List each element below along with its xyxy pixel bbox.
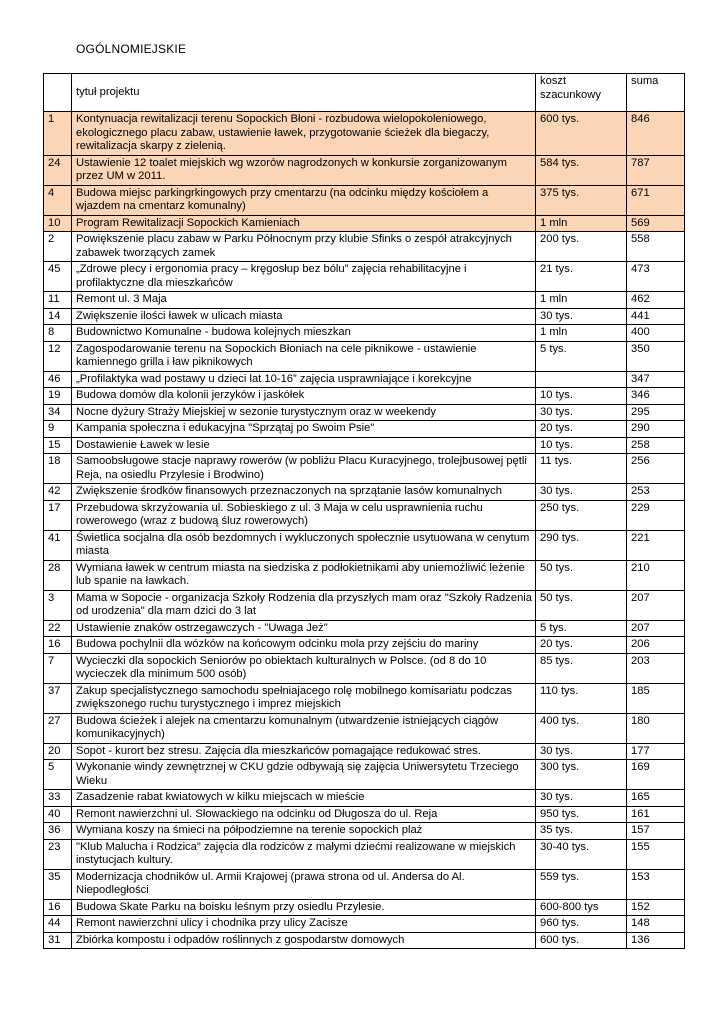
- table-row: [44, 437, 685, 454]
- cell-cost: 200 tys.: [536, 232, 627, 262]
- cell-cost: 5 tys.: [536, 341, 627, 371]
- cell-sum: 210: [627, 560, 685, 590]
- table-row: [44, 713, 685, 743]
- cell-title: Budowa domów dla kolonii jerzyków i jaskółek: [72, 388, 536, 405]
- cell-sum: 165: [627, 790, 685, 807]
- cell-title: Remont nawierzchni ulicy i chodnika przy ulicy Zacisze: [72, 916, 536, 933]
- cell-cost: 50 tys.: [536, 590, 627, 620]
- cell-id: 15: [44, 437, 72, 454]
- cell-cost: 290 tys.: [536, 530, 627, 560]
- cell-id: 19: [44, 388, 72, 405]
- table-row: [44, 500, 685, 530]
- cell-id: 27: [44, 713, 72, 743]
- cell-title: Zwiększenie środków finansowych przeznaczonych na sprzątanie lasów komunalnych: [72, 484, 536, 501]
- cell-cost: 35 tys.: [536, 823, 627, 840]
- cell-cost: 600-800 tys: [536, 899, 627, 916]
- table-row: [44, 155, 685, 185]
- cell-cost: 30 tys.: [536, 790, 627, 807]
- table-row: [44, 743, 685, 760]
- table-row: [44, 308, 685, 325]
- cell-sum: 558: [627, 232, 685, 262]
- cell-title: Kontynuacja rewitalizacji terenu Sopockich Błoni - rozbudowa wielopokoleniowego, ekologicznego placu zabaw, ustawienie ławek, przygotowanie ścieżek dla biegaczy, rewitalizacja skarpy z zielenią.: [72, 112, 536, 156]
- table-row: [44, 869, 685, 899]
- cell-cost: 50 tys.: [536, 560, 627, 590]
- cell-sum: 258: [627, 437, 685, 454]
- cell-cost: 30 tys.: [536, 743, 627, 760]
- cell-cost: 960 tys.: [536, 916, 627, 933]
- cell-title: Budowa miejsc parkingrkingowych przy cmentarzu (na odcinku między kościołem a wjazdem na cmentarz komunalny): [72, 185, 536, 215]
- header-id: [44, 74, 72, 112]
- table-row: [44, 790, 685, 807]
- projects-table: [43, 73, 685, 949]
- cell-id: 44: [44, 916, 72, 933]
- table-row: [44, 325, 685, 342]
- cell-title: Zakup specjalistycznego samochodu spełniajacego rolę mobilnego komisariatu podczas zwiększonego ruchu turystycznego i imprez miejskich: [72, 683, 536, 713]
- table-row: [44, 404, 685, 421]
- cell-title: Zasadzenie rabat kwiatowych w kilku miejscach w mieście: [72, 790, 536, 807]
- cell-id: 8: [44, 325, 72, 342]
- table-row: [44, 683, 685, 713]
- cell-sum: 148: [627, 916, 685, 933]
- cell-id: 7: [44, 653, 72, 683]
- table-row: [44, 823, 685, 840]
- cell-id: 31: [44, 932, 72, 949]
- cell-cost: 5 tys.: [536, 620, 627, 637]
- cell-sum: 346: [627, 388, 685, 405]
- cell-cost: 400 tys.: [536, 713, 627, 743]
- cell-title: Program Rewitalizacji Sopockich Kamieniach: [72, 215, 536, 232]
- cell-cost: 250 tys.: [536, 500, 627, 530]
- cell-sum: 177: [627, 743, 685, 760]
- cell-sum: 207: [627, 620, 685, 637]
- cell-cost: 85 tys.: [536, 653, 627, 683]
- cell-id: 20: [44, 743, 72, 760]
- cell-id: 40: [44, 806, 72, 823]
- cell-id: 1: [44, 112, 72, 156]
- cell-cost: 1 mln: [536, 215, 627, 232]
- cell-title: Modernizacja chodników ul. Armii Krajowej (prawa strona od ul. Andersa do Al. Niepodległości: [72, 869, 536, 899]
- cell-cost: 21 tys.: [536, 262, 627, 292]
- cell-cost: 11 tys.: [536, 454, 627, 484]
- cell-title: Ustawienie 12 toalet miejskich wg wzorów nagrodzonych w konkursie zorganizowanym przez UM w 2011.: [72, 155, 536, 185]
- cell-id: 17: [44, 500, 72, 530]
- cell-title: Zwiększenie ilości ławek w ulicach miasta: [72, 308, 536, 325]
- cell-cost: 30 tys.: [536, 404, 627, 421]
- table-row: [44, 232, 685, 262]
- cell-title: Ustawienie znaków ostrzegawczych - "Uwaga Jeż": [72, 620, 536, 637]
- cell-cost: 20 tys.: [536, 421, 627, 438]
- cell-id: 5: [44, 760, 72, 790]
- table-row: [44, 620, 685, 637]
- cell-title: Mama w Sopocie - organizacja Szkoły Rodzenia dla przyszłych mam oraz "Szkoły Radzenia od urodzenia" dla mam dzici do 3 lat: [72, 590, 536, 620]
- cell-title: Wykonanie windy zewnętrznej w CKU gdzie odbywają się zajęcia Uniwersytetu Trzeciego Wieku: [72, 760, 536, 790]
- cell-cost: 584 tys.: [536, 155, 627, 185]
- cell-title: Wymiana koszy na śmieci na półpodziemne na terenie sopockich plaż: [72, 823, 536, 840]
- cell-sum: 473: [627, 262, 685, 292]
- table-row: [44, 916, 685, 933]
- cell-sum: 229: [627, 500, 685, 530]
- cell-sum: 569: [627, 215, 685, 232]
- cell-id: 45: [44, 262, 72, 292]
- cell-id: 14: [44, 308, 72, 325]
- cell-title: Zagospodarowanie terenu na Sopockich Błoniach na cele piknikowe - ustawienie kamiennego grilla i ław piknikowych: [72, 341, 536, 371]
- cell-title: "Klub Malucha i Rodzica" zajęcia dla rodziców z małymi dziećmi realizowane w miejskich instytucjach kultury.: [72, 839, 536, 869]
- cell-cost: [536, 371, 627, 388]
- cell-title: Przebudowa skrzyżowania ul. Sobieskiego z ul. 3 Maja w celu usprawnienia ruchu rowerowego (wraz z budową śluz rowerowych): [72, 500, 536, 530]
- cell-sum: 136: [627, 932, 685, 949]
- cell-id: 16: [44, 899, 72, 916]
- cell-sum: 157: [627, 823, 685, 840]
- cell-id: 34: [44, 404, 72, 421]
- table-row: [44, 932, 685, 949]
- table-header-row: [44, 74, 685, 112]
- cell-cost: 600 tys.: [536, 932, 627, 949]
- cell-title: Powiększenie placu zabaw w Parku Północnym przy klubie Sfinks o zespół atrakcyjnych zabawek tworzących zamek: [72, 232, 536, 262]
- table-row: [44, 371, 685, 388]
- table-row: [44, 421, 685, 438]
- cell-id: 33: [44, 790, 72, 807]
- table-row: [44, 839, 685, 869]
- cell-id: 36: [44, 823, 72, 840]
- header-cost: [536, 74, 627, 112]
- cell-sum: 185: [627, 683, 685, 713]
- cell-sum: 400: [627, 325, 685, 342]
- cell-sum: 180: [627, 713, 685, 743]
- cell-title: Wymiana ławek w centrum miasta na siedziska z podłokietnikami aby uniemożliwić leżenie lub spanie na ławkach.: [72, 560, 536, 590]
- header-cost-line1: koszt: [540, 75, 567, 87]
- cell-cost: 10 tys.: [536, 437, 627, 454]
- header-sum: suma: [627, 74, 685, 112]
- cell-sum: 347: [627, 371, 685, 388]
- cell-id: 16: [44, 637, 72, 654]
- cell-cost: 110 tys.: [536, 683, 627, 713]
- cell-title: Kampania społeczna i edukacyjna "Sprzątaj po Swoim Psie": [72, 421, 536, 438]
- cell-title: Remont nawierzchni ul. Słowackiego na odcinku od Długosza do ul. Reja: [72, 806, 536, 823]
- cell-cost: 300 tys.: [536, 760, 627, 790]
- cell-sum: 350: [627, 341, 685, 371]
- cell-cost: 30 tys.: [536, 308, 627, 325]
- cell-title: Budownictwo Komunalne - budowa kolejnych mieszkan: [72, 325, 536, 342]
- table-row: [44, 484, 685, 501]
- cell-title: Dostawienie Ławek w lesie: [72, 437, 536, 454]
- cell-id: 18: [44, 454, 72, 484]
- cell-id: 2: [44, 232, 72, 262]
- cell-id: 22: [44, 620, 72, 637]
- cell-id: 12: [44, 341, 72, 371]
- cell-sum: 787: [627, 155, 685, 185]
- table-row: [44, 637, 685, 654]
- cell-id: 28: [44, 560, 72, 590]
- cell-id: 4: [44, 185, 72, 215]
- cell-sum: 161: [627, 806, 685, 823]
- cell-id: 35: [44, 869, 72, 899]
- cell-cost: 559 tys.: [536, 869, 627, 899]
- cell-cost: 10 tys.: [536, 388, 627, 405]
- cell-cost: 1 mln: [536, 292, 627, 309]
- table-row: [44, 530, 685, 560]
- cell-title: Budowa pochylnii dla wózków na końcowym odcinku mola przy zejściu do mariny: [72, 637, 536, 654]
- cell-id: 42: [44, 484, 72, 501]
- table-row: [44, 560, 685, 590]
- cell-cost: 950 tys.: [536, 806, 627, 823]
- cell-sum: 671: [627, 185, 685, 215]
- table-row: [44, 653, 685, 683]
- cell-id: 23: [44, 839, 72, 869]
- table-row: [44, 262, 685, 292]
- cell-cost: 30 tys.: [536, 484, 627, 501]
- cell-cost: 30-40 tys.: [536, 839, 627, 869]
- cell-sum: 462: [627, 292, 685, 309]
- table-row: [44, 215, 685, 232]
- cell-title: Samoobsługowe stacje naprawy rowerów (w pobliżu Placu Kuracyjnego, trolejbusowej pętli Reja, na osiedlu Przylesie i Brodwino): [72, 454, 536, 484]
- cell-id: 10: [44, 215, 72, 232]
- cell-sum: 290: [627, 421, 685, 438]
- cell-title: Nocne dyżury Straży Miejskiej w sezonie turystycznym oraz w weekendy: [72, 404, 536, 421]
- cell-sum: 256: [627, 454, 685, 484]
- table-row: [44, 341, 685, 371]
- table-row: [44, 185, 685, 215]
- cell-title: Zbiórka kompostu i odpadów roślinnych z gospodarstw domowych: [72, 932, 536, 949]
- cell-sum: 253: [627, 484, 685, 501]
- cell-title: Świetlica socjalna dla osób bezdomnych i wykluczonych społecznie usytuowana w cenytum miasta: [72, 530, 536, 560]
- cell-title: Remont ul. 3 Maja: [72, 292, 536, 309]
- page-heading: OGÓLNOMIEJSKIE: [76, 42, 187, 56]
- table-row: [44, 388, 685, 405]
- cell-sum: 169: [627, 760, 685, 790]
- cell-id: 37: [44, 683, 72, 713]
- cell-sum: 207: [627, 590, 685, 620]
- table-row: [44, 760, 685, 790]
- cell-sum: 155: [627, 839, 685, 869]
- cell-cost: 600 tys.: [536, 112, 627, 156]
- table-row: [44, 292, 685, 309]
- cell-id: 3: [44, 590, 72, 620]
- projects-table-body: [44, 74, 685, 949]
- cell-sum: 441: [627, 308, 685, 325]
- cell-sum: 206: [627, 637, 685, 654]
- table-row: [44, 899, 685, 916]
- cell-title: „Profilaktyka wad postawy u dzieci lat 10-16” zajęcia usprawniające i korekcyjne: [72, 371, 536, 388]
- cell-cost: 375 tys.: [536, 185, 627, 215]
- cell-id: 24: [44, 155, 72, 185]
- header-title: tytuł projektu: [72, 74, 536, 112]
- cell-sum: 846: [627, 112, 685, 156]
- cell-sum: 152: [627, 899, 685, 916]
- cell-sum: 153: [627, 869, 685, 899]
- cell-title: Budowa Skate Parku na boisku leśnym przy osiedlu Przylesie.: [72, 899, 536, 916]
- cell-id: 9: [44, 421, 72, 438]
- cell-cost: 1 mln: [536, 325, 627, 342]
- header-cost-line2: szacunkowy: [540, 88, 601, 101]
- cell-id: 11: [44, 292, 72, 309]
- cell-cost: 20 tys.: [536, 637, 627, 654]
- cell-id: 41: [44, 530, 72, 560]
- cell-sum: 203: [627, 653, 685, 683]
- table-row: [44, 806, 685, 823]
- cell-title: Wycieczki dla sopockich Seniorów po obiektach kulturalnych w Polsce. (od 8 do 10 wycieczek dla minimum 500 osób): [72, 653, 536, 683]
- cell-title: Sopot - kurort bez stresu. Zajęcia dla mieszkańców pomagające redukować stres.: [72, 743, 536, 760]
- table-row: [44, 454, 685, 484]
- cell-title: „Zdrowe plecy i ergonomia pracy – kręgosłup bez bólu” zajęcia rehabilitacyjne i profilaktyczne dla mieszkańców: [72, 262, 536, 292]
- cell-sum: 221: [627, 530, 685, 560]
- table-row: [44, 112, 685, 156]
- table-row: [44, 590, 685, 620]
- cell-id: 46: [44, 371, 72, 388]
- cell-sum: 295: [627, 404, 685, 421]
- cell-title: Budowa ścieżek i alejek na cmentarzu komunalnym (utwardzenie istniejących ciągów komunikacyjnych): [72, 713, 536, 743]
